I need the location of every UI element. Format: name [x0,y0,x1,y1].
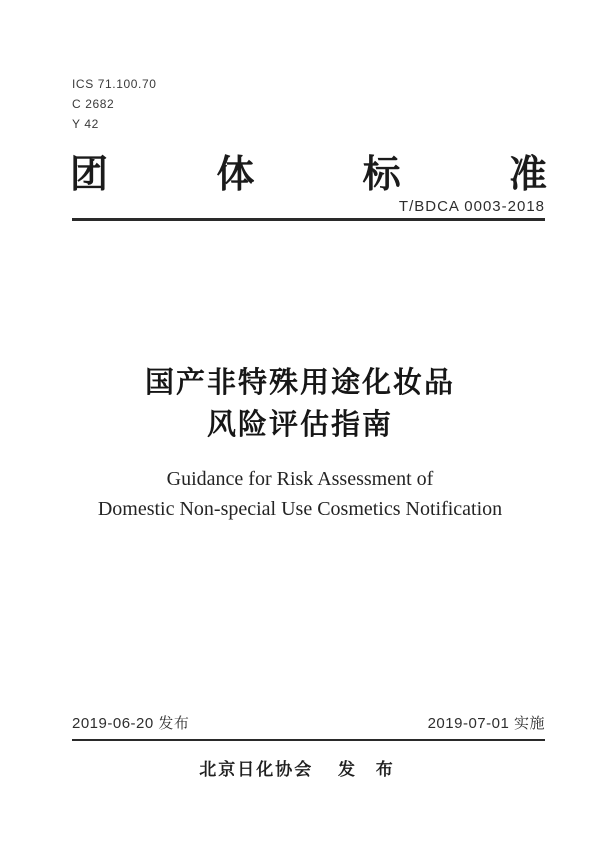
header-divider [72,218,545,221]
standard-type-char-4: 准 [508,154,547,196]
document-title-en [0,464,600,524]
publisher-line [0,755,600,780]
document-title-zh [0,362,600,446]
footer-dates-row [72,712,545,733]
standard-number: T/BDCA 0003-2018 [398,198,545,215]
doc-classification-block [72,74,157,134]
publisher-name: 北京日化协会 [199,760,314,779]
document-title-en-line2: Domestic Non-special Use Cosmetics Notification [97,498,503,520]
standard-type-char-3: 标 [362,154,401,196]
document-title-en-line1: Guidance for Risk Assessment of [166,468,434,490]
footer-divider [72,739,545,741]
classification-code: C 2682 [72,97,115,111]
standard-type-heading [70,143,547,198]
document-title-zh-line1: 国产非特殊用途化妆品 [144,367,455,399]
ics-code: ICS 71.100.70 [72,77,157,91]
document-title-zh-line2: 风险评估指南 [206,409,393,441]
y-classification-code: Y 42 [72,117,99,131]
standard-type-char-1: 团 [70,154,109,196]
implementation-date: 2019-07-01 实施 [427,715,545,732]
standard-type-char-2: 体 [216,154,255,196]
publish-label: 发 布 [338,760,401,779]
issue-date: 2019-06-20 发布 [72,715,190,732]
